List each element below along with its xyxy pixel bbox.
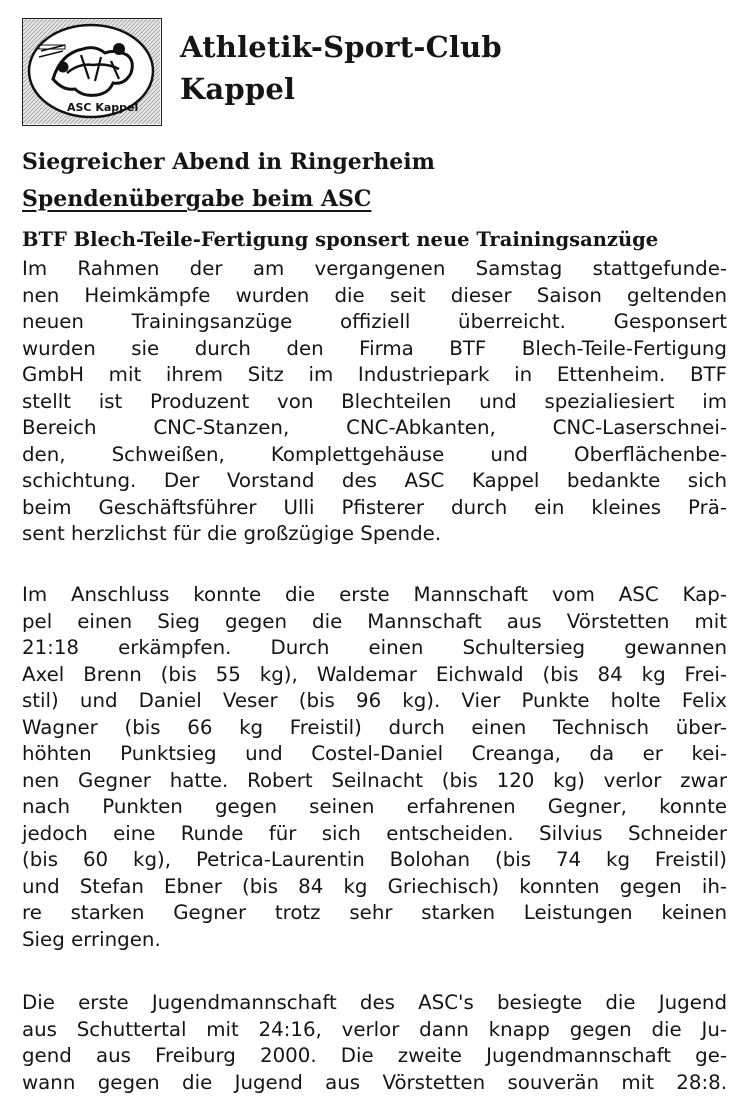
text-line: schichtung. Der Vorstand des ASC Kappel bedankte sich (22, 469, 727, 492)
text-line: nen Gegner hatte. Robert Seilnacht (bis 120 kg) verlor zwar (22, 768, 727, 792)
text-line: den, Schweißen, Komplettgehäuse und Oberflächenbe- (22, 442, 727, 466)
text-line: Die erste Jugendmannschaft des ASC's besiegte die Jugend (22, 991, 727, 1014)
paragraph-sponsoring (22, 256, 727, 548)
text-line: und Stefan Ebner (bis 84 kg Griechisch) konnten gegen ih- (22, 874, 727, 898)
text-line: Im Anschluss konnte die erste Mannschaft vom ASC Kap- (22, 583, 727, 606)
text-line: Sieg erringen. (22, 927, 161, 951)
headline-donation: Spendenübergabe beim ASC (22, 186, 372, 212)
logo-text: ASC Kappel (67, 101, 139, 114)
text-line: 21:18 erkämpfen. Durch einen Schultersieg gewannen (22, 636, 727, 659)
text-line: Im Rahmen der am vergangenen Samstag stattgefunde- (22, 257, 727, 280)
text-line: (bis 60 kg), Petrica-Laurentin Bolohan (bis 74 kg Freistil) (22, 848, 727, 871)
headline-main: Siegreicher Abend in Ringerheim (22, 149, 435, 175)
club-name-line1: Athletik-Sport-Club (180, 30, 502, 64)
text-line: sent herzlichst für die großzügige Spende. (22, 522, 442, 545)
paragraph-youth-team (22, 990, 727, 1096)
text-line: wurden sie durch den Firma BTF Blech-Teile-Fertigung (22, 336, 727, 360)
text-line: Axel Brenn (bis 55 kg), Waldemar Eichwald (bis 84 kg Frei- (22, 662, 727, 686)
text-line: wann gegen die Jugend aus Vörstetten souverän mit 28:8. (22, 1070, 727, 1094)
text-line: höhten Punktsieg und Costel-Daniel Creanga, da er kei- (22, 742, 727, 765)
club-header (22, 18, 722, 130)
club-name (180, 26, 502, 110)
text-line: GmbH mit ihrem Sitz im Industriepark in Ettenheim. BTF (22, 363, 727, 386)
text-line: Wagner (bis 66 kg Freistil) durch einen Technisch über- (22, 715, 727, 739)
text-line: jedoch eine Runde für sich entscheiden. Silvius Schneider (22, 821, 727, 845)
text-line: pel einen Sieg gegen die Mannschaft aus Vörstetten mit (22, 609, 727, 633)
text-line: re starken Gegner trotz sehr starken Leistungen keinen (22, 901, 727, 924)
text-line: nach Punkten gegen seinen erfahrenen Gegner, konnte (22, 795, 727, 818)
wrestlers-emblem-icon (23, 19, 160, 124)
club-logo (22, 18, 162, 126)
text-line: Bereich CNC-Stanzen, CNC-Abkanten, CNC-Laserschnei- (22, 416, 727, 439)
text-line: gend aus Freiburg 2000. Die zweite Jugendmannschaft ge- (22, 1044, 727, 1067)
paragraph-first-team (22, 582, 727, 953)
text-line: stellt ist Produzent von Blechteilen und spezialiesiert im (22, 389, 727, 413)
text-line: neuen Trainingsanzüge offiziell überreicht. Gesponsert (22, 310, 727, 333)
text-line: beim Geschäftsführer Ulli Pfisterer durch ein kleines Prä- (22, 495, 727, 519)
text-line: stil) und Daniel Veser (bis 96 kg). Vier Punkte holte Felix (22, 689, 727, 712)
headline-sponsor: BTF Blech-Teile-Fertigung sponsert neue Trainingsanzüge (22, 228, 659, 251)
text-line: aus Schuttertal mit 24:16, verlor dann knapp gegen die Ju- (22, 1017, 727, 1041)
text-line: nen Heimkämpfe wurden die seit dieser Saison geltenden (22, 283, 727, 307)
club-name-line2: Kappel (180, 72, 296, 106)
